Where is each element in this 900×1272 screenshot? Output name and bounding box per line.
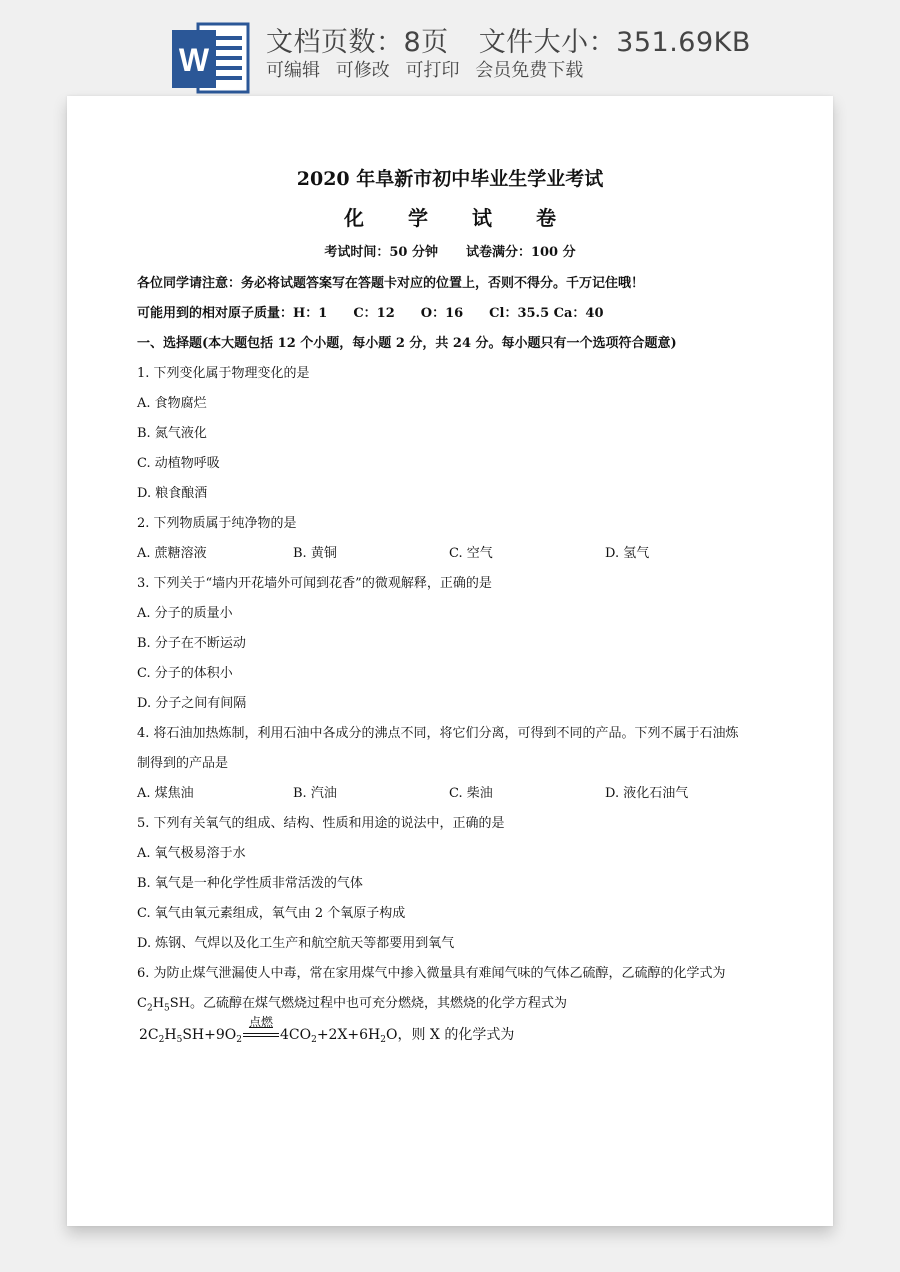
q3-option-d: D. 分子之间有间隔 [137,696,247,711]
full-score: 试卷满分：100 分 [465,245,576,260]
equation-suffix: ，则 X 的化学式为 [397,1027,515,1043]
notice: 各位同学请注意：务必将试题答案写在答题卡对应的位置上，否则不得分。千万记住哦！ [137,276,645,291]
q4-options [137,782,777,801]
exam-subtitle [67,202,833,231]
document-info-header [0,0,900,96]
q5-option-b: B. 氧气是一种化学性质非常活泼的气体 [137,876,363,891]
question-2: 2. 下列物质属于纯净物的是 [137,516,297,531]
word-document-icon [172,22,252,94]
q1-option-b: B. 氮气液化 [137,426,207,441]
q5-option-a: A. 氧气极易溶于水 [137,846,246,861]
q5-option-c: C. 氧气由氧元素组成，氧气由 2 个氧原子构成 [137,906,406,921]
question-6-cont-text: 。乙硫醇在煤气燃烧过程中也可充分燃烧，其燃烧的化学方程式为 [190,996,568,1011]
subtitle-char: 试 [472,206,492,230]
svg-text:W: W [178,42,210,78]
question-6: 6. 为防止煤气泄漏使人中毒，常在家用煤气中掺入微量具有难闻气味的气体乙硫醇，乙硫醇的化学式为 [137,966,726,981]
subtitle-char: 卷 [536,206,556,230]
feature-editable: 可编辑 [266,60,320,81]
page-count: 文档页数：8页 [266,27,449,58]
feature-modifiable: 可修改 [335,60,390,81]
q4-option-d: D. 液化石油气 [605,786,689,801]
q5-option-d: D. 炼钢、气焊以及化工生产和航空航天等都要用到氧气 [137,936,455,951]
question-3: 3. 下列关于“墙内开花墙外可闻到花香”的微观解释，正确的是 [137,576,492,591]
question-4: 4. 将石油加热炼制，利用石油中各成分的沸点不同，将它们分离，可得到不同的产品。下列不属于石油炼 [137,726,739,741]
document-meta [266,20,751,59]
q2-option-a: A. 蔗糖溶液 [137,546,207,561]
q1-option-a: A. 食物腐烂 [137,396,207,411]
q3-option-b: B. 分子在不断运动 [137,636,246,651]
q2-option-c: C. 空气 [449,546,493,561]
subtitle-char: 学 [408,206,428,230]
q3-option-c: C. 分子的体积小 [137,666,233,681]
feature-free-download: 会员免费下载 [475,60,584,81]
q2-options [137,542,777,561]
document-page [67,96,833,1226]
q4-option-b: B. 汽油 [293,786,337,801]
section-heading: 一、选择题(本大题包括 12 个小题，每小题 2 分，共 24 分。每小题只有一个选项符合题意) [137,336,677,351]
q3-option-a: A. 分子的质量小 [137,606,233,621]
reaction-condition: 点燃 [248,1015,273,1029]
q2-option-b: B. 黄铜 [293,546,337,561]
question-5: 5. 下列有关氧气的组成、结构、性质和用途的说法中，正确的是 [137,816,505,831]
subtitle-char: 化 [344,206,364,230]
reaction-arrow [243,1015,279,1042]
q4-option-a: A. 煤焦油 [137,786,194,801]
question-1: 1. 下列变化属于物理变化的是 [137,366,310,381]
q1-option-c: C. 动植物呼吸 [137,456,220,471]
chemical-equation: $2C_2H_5SH+9O_2$ 点燃 $4CO_2+2X+6H_2O$，则 X 的化学式为 [139,1015,515,1045]
question-6-cont: $C_2H_5SH$。乙硫醇在煤气燃烧过程中也可充分燃烧，其燃烧的化学方程式为 [137,996,568,1014]
q1-option-d: D. 粮食酿酒 [137,486,208,501]
exam-time: 考试时间：50 分钟 [324,245,438,260]
atomic-mass: 可能用到的相对原子质量：H：1 C：12 O：16 Cl：35.5 Ca：40 [137,306,604,321]
exam-title: 2020 年阜新市初中毕业生学业考试 [296,168,604,190]
feature-list [266,56,593,82]
q2-option-d: D. 氢气 [605,546,650,561]
question-4-cont: 制得到的产品是 [137,756,229,771]
feature-printable: 可打印 [405,60,460,81]
file-size: 文件大小：351.69KB [478,27,751,58]
exam-info [67,241,833,260]
q4-option-c: C. 柴油 [449,786,493,801]
